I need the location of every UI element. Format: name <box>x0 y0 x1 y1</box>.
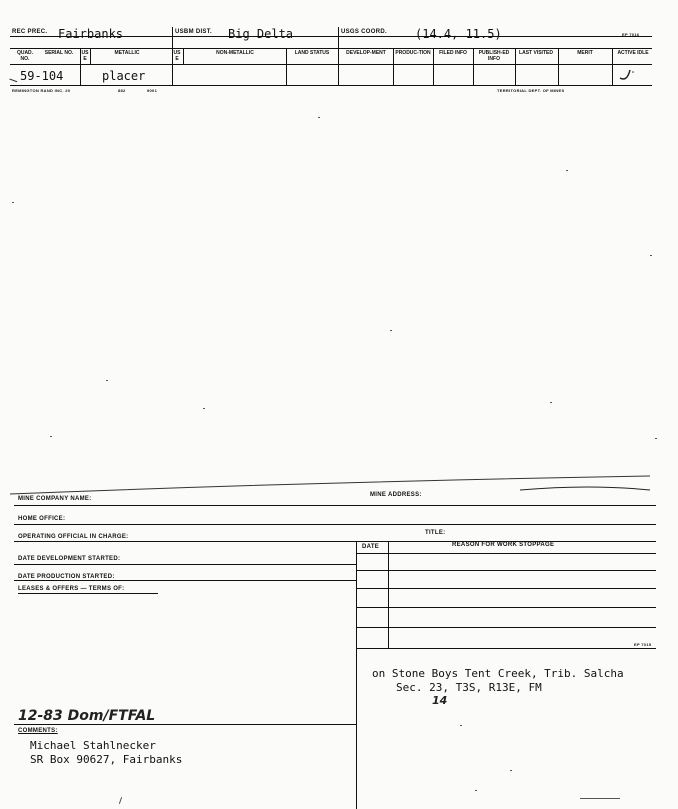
leases-label: LEASES & OFFERS — TERMS OF: <box>18 586 125 592</box>
col-quad-no: QUAD. NO. <box>16 50 34 62</box>
col-production: PRODUC-TION <box>395 50 431 56</box>
mine-company-name-label: MINE COMPANY NAME: <box>18 496 92 502</box>
col-merit: MERIT <box>577 50 593 56</box>
col-development: DEVELOP-MENT <box>346 50 386 56</box>
divider-main <box>356 541 357 809</box>
divider-production <box>393 48 394 85</box>
col-land-status: LAND STATUS <box>294 50 330 56</box>
divider-active <box>612 48 613 85</box>
comments-label: COMMENTS: <box>18 728 58 734</box>
form-number-bottom: EP 7015 <box>634 642 652 647</box>
printer-code-2: 9001 <box>147 88 158 93</box>
rule-comments <box>14 724 356 725</box>
operating-official-label: OPERATING OFFICIAL IN CHARGE: <box>18 534 129 540</box>
printer-code-1: 882 <box>118 88 126 93</box>
handwritten-note: 12-83 Dom/FTFAL <box>18 708 156 724</box>
header-rule-row <box>10 64 652 65</box>
col-active-idle: ACTIVE IDLE <box>617 50 649 56</box>
table-rule-2 <box>356 570 656 571</box>
territorial-dept: TERRITORIAL DEPT. OF MINES <box>497 88 565 93</box>
divider-published <box>473 48 474 85</box>
printer-credit: REMINGTON RAND INC. 20 <box>12 88 71 93</box>
usgs-coord-label: USGS COORD. <box>341 29 387 35</box>
rec-prec-label: REC PREC. <box>12 29 48 35</box>
row-metallic: placer <box>102 69 146 83</box>
title-label: TITLE: <box>425 530 446 536</box>
date-development-label: DATE DEVELOPMENT STARTED: <box>18 556 121 562</box>
reason-col-label: REASON FOR WORK STOPPAGE <box>452 542 555 548</box>
rule-official <box>14 541 656 542</box>
rule-company <box>14 505 656 506</box>
divider-merit <box>558 48 559 85</box>
rule-prod <box>14 580 356 581</box>
col-published-info: PUBLISH-ED INFO <box>478 50 510 62</box>
table-rule-3 <box>356 588 656 589</box>
table-rule-1 <box>356 553 656 554</box>
col-non-metallic: NON-METALLIC <box>216 50 254 56</box>
tick-mark <box>9 75 18 82</box>
col-metallic: METALLIC <box>114 50 140 56</box>
rule-dev <box>14 564 356 565</box>
divider-metallic <box>90 48 91 64</box>
row-quad-serial: 59-104 <box>20 69 64 83</box>
location-line-3: 14 <box>432 694 448 707</box>
table-rule-6 <box>356 648 656 649</box>
form-number-top: EP 7016 <box>622 32 640 37</box>
divider-nonmetallic <box>183 48 184 64</box>
usbm-dist-label: USBM DIST. <box>175 29 213 35</box>
table-rule-4 <box>356 607 656 608</box>
table-rule-5 <box>356 627 656 628</box>
header-rule-bottom <box>10 85 652 86</box>
card-edge <box>10 468 660 498</box>
col-filed-info: FILED INFO <box>439 50 467 56</box>
col-serial-no: SERIAL NO. <box>44 50 74 56</box>
divider-land <box>286 48 287 85</box>
divider-usgs <box>338 27 339 85</box>
rule-home-office <box>14 524 656 525</box>
comment-line-2: SR Box 90627, Fairbanks <box>30 753 183 766</box>
divider-filed <box>433 48 434 85</box>
date-col-label: DATE <box>362 544 380 550</box>
location-line-1: on Stone Boys Tent Creek, Trib. Salcha <box>372 667 624 680</box>
usgs-coord-value: (14.4, 11.5) <box>415 27 502 41</box>
col-use-a: USE <box>81 50 89 62</box>
usbm-dist-value: Big Delta <box>228 27 294 41</box>
mine-address-label: MINE ADDRESS: <box>370 492 422 498</box>
date-production-label: DATE PRODUCTION STARTED: <box>18 574 115 580</box>
col-last-visited: LAST VISITED <box>519 50 553 56</box>
comment-line-1: Michael Stahlnecker <box>30 739 156 752</box>
rule-leases <box>18 593 158 594</box>
col-use-b: USE <box>173 50 181 62</box>
home-office-label: HOME OFFICE: <box>18 516 66 522</box>
active-mark-icon <box>618 64 638 84</box>
divider-visited <box>515 48 516 85</box>
divider-date <box>388 541 389 649</box>
rec-prec-value: Fairbanks <box>58 27 124 41</box>
location-line-2: Sec. 23, T3S, R13E, FM <box>396 681 542 694</box>
header-rule-mid <box>10 48 652 49</box>
